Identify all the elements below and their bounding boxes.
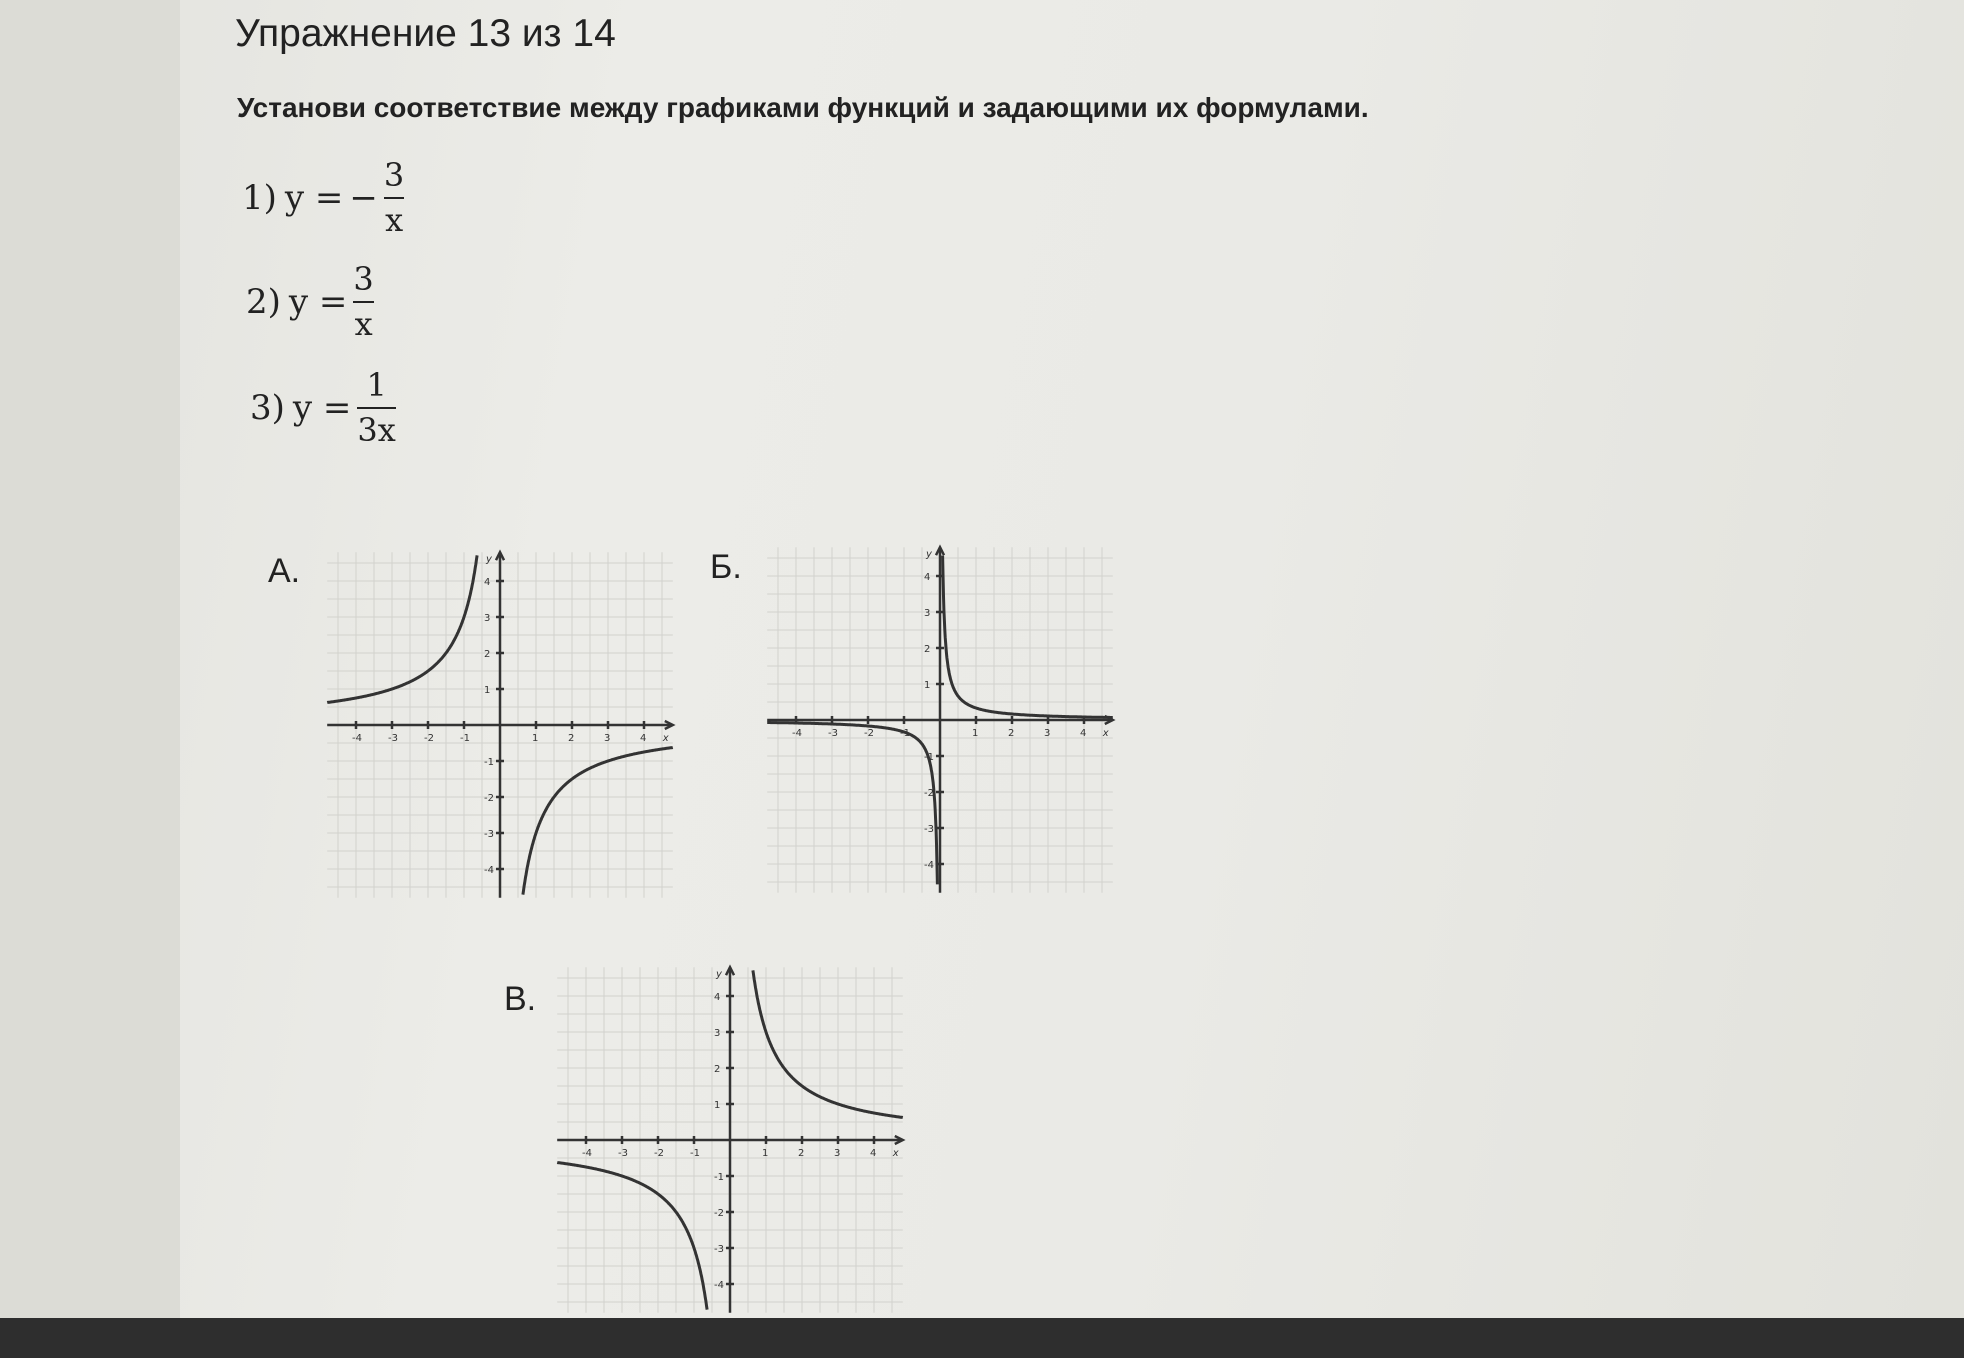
x-tick-label: -3 (828, 728, 838, 739)
y-tick-label: 1 (924, 680, 931, 691)
x-axis-label: x (1102, 728, 1109, 739)
x-tick-label: -4 (582, 1148, 592, 1159)
x-tick-label: 3 (604, 733, 611, 744)
formula-number: 3) (250, 388, 285, 429)
fraction-bar (384, 197, 404, 199)
curve-left-branch (767, 723, 937, 885)
y-tick-label: -4 (484, 865, 494, 876)
graph-b (750, 530, 1130, 910)
y-tick-label: 2 (484, 649, 491, 660)
x-tick-label: 4 (640, 733, 647, 744)
exercise-instruction: Установи соответствие между графиками функций и задающими их формулами. (237, 92, 1369, 123)
y-tick-label: -3 (714, 1244, 724, 1255)
formula-number: 2) (246, 282, 281, 323)
x-tick-label: -2 (654, 1148, 664, 1159)
x-tick-label: -2 (424, 733, 434, 744)
formula-fraction (353, 262, 373, 342)
x-tick-label: -1 (690, 1148, 700, 1159)
x-tick-label: -4 (352, 733, 362, 744)
y-axis-label: y (716, 969, 722, 981)
graph-a (310, 535, 690, 915)
x-tick-label: 1 (972, 728, 979, 739)
monitor-bezel (0, 1318, 1964, 1358)
fraction-bar (357, 407, 395, 409)
y-tick-label: 3 (484, 613, 491, 624)
x-tick-label: 1 (762, 1148, 769, 1159)
formula-number: 1) (242, 178, 277, 219)
x-axis-label: x (662, 733, 669, 744)
formula-lhs: y = (292, 388, 352, 429)
graph-b-label: Б. (710, 548, 742, 586)
x-axis-label: x (892, 1148, 899, 1159)
y-tick-label: -1 (484, 757, 494, 768)
x-tick-label: 2 (798, 1148, 805, 1159)
x-tick-label: -1 (900, 728, 910, 739)
y-tick-label: -3 (484, 829, 494, 840)
y-tick-label: -1 (924, 752, 934, 763)
formula-denominator: x (354, 305, 373, 344)
y-tick-label: 3 (924, 608, 931, 619)
formula-lhs: y = (288, 282, 348, 323)
y-tick-label: -4 (924, 860, 934, 871)
x-tick-label: -3 (388, 733, 398, 744)
formula-numerator: 3 (383, 156, 405, 194)
y-tick-label: 2 (924, 644, 931, 655)
curve-right-branch (753, 970, 903, 1117)
x-tick-label: -3 (618, 1148, 628, 1159)
formula-fraction (384, 158, 404, 238)
y-axis-label: y (486, 554, 492, 566)
x-tick-label: 1 (532, 733, 539, 744)
y-tick-label: 1 (484, 685, 491, 696)
curve-left-branch (327, 555, 477, 702)
x-tick-label: 2 (1008, 728, 1015, 739)
formula-3 (250, 368, 396, 448)
y-tick-label: 3 (714, 1028, 721, 1039)
y-tick-label: 4 (714, 992, 721, 1003)
curve-right-branch (943, 556, 1113, 718)
y-tick-label: 1 (714, 1100, 721, 1111)
formula-numerator: 3 (353, 260, 374, 298)
y-tick-label: -3 (924, 824, 934, 835)
graph-v (540, 960, 920, 1320)
formula-fraction (357, 368, 395, 448)
y-tick-label: -2 (484, 793, 494, 804)
y-axis-label: y (926, 549, 932, 561)
formula-2 (246, 262, 374, 342)
formula-lhs: y = (284, 178, 344, 219)
curve-right-branch (523, 748, 673, 895)
graph-v-label: В. (504, 980, 537, 1018)
formula-denominator: 3x (357, 411, 396, 450)
y-tick-label: -2 (714, 1208, 724, 1219)
x-tick-label: 3 (1044, 728, 1051, 739)
formula-numerator: 1 (366, 366, 387, 404)
y-tick-label: -4 (714, 1280, 724, 1291)
graph-a-label: А. (268, 552, 301, 590)
x-tick-label: -4 (792, 728, 802, 739)
curve-left-branch (557, 1163, 707, 1310)
formula-1 (242, 158, 404, 238)
y-tick-label: -1 (714, 1172, 724, 1183)
x-tick-label: 3 (834, 1148, 841, 1159)
left-margin (0, 0, 180, 1320)
x-tick-label: 2 (568, 733, 575, 744)
formula-denominator: x (385, 201, 404, 240)
formula-sign: − (349, 178, 378, 219)
x-tick-label: -1 (460, 733, 470, 744)
y-tick-label: -2 (924, 788, 934, 799)
y-tick-label: 4 (484, 577, 491, 588)
exercise-title: Упражнение 13 из 14 (235, 12, 616, 55)
fraction-bar (353, 301, 373, 303)
x-tick-label: 4 (870, 1148, 877, 1159)
y-tick-label: 2 (714, 1064, 721, 1075)
exercise-content (180, 0, 1964, 1318)
x-tick-label: -2 (864, 728, 874, 739)
x-tick-label: 4 (1080, 728, 1087, 739)
y-tick-label: 4 (924, 572, 931, 583)
